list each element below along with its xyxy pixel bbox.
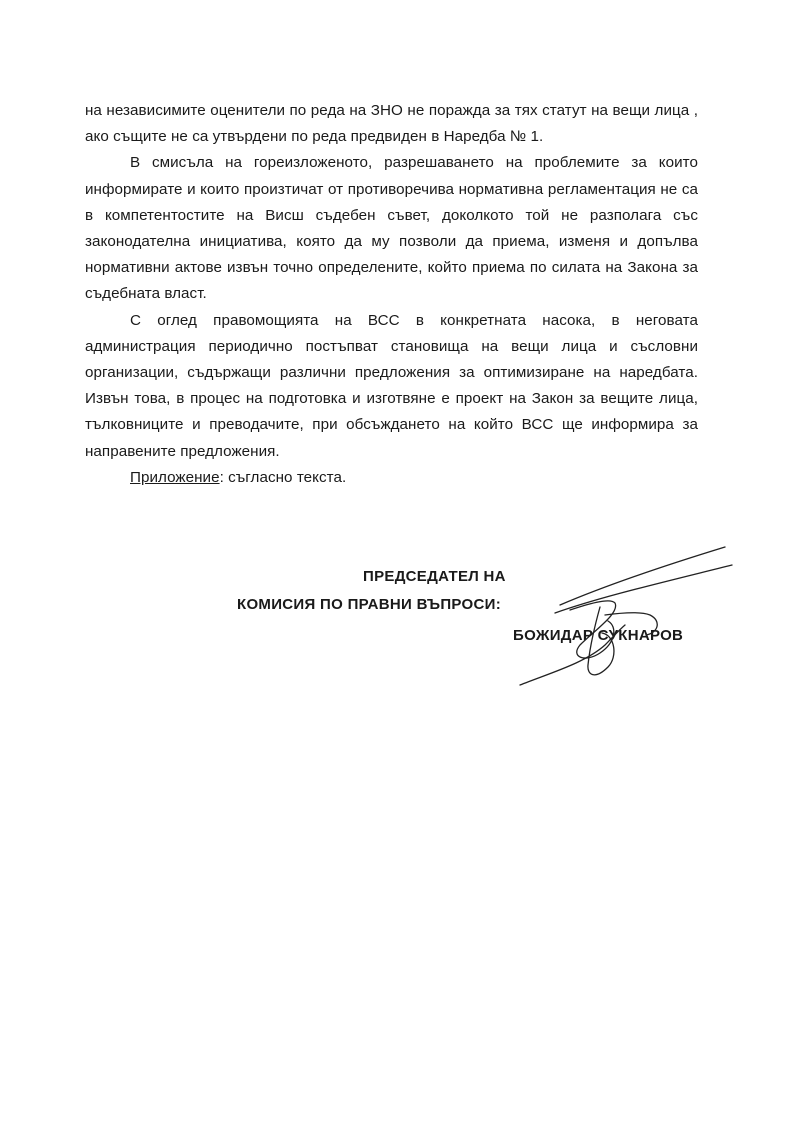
signature-stroke (555, 565, 732, 613)
signature-stroke (588, 607, 614, 675)
signature-stroke (560, 547, 725, 605)
paragraph-2: В смисъла на гореизложеното, разрешаването на проблемите за които информирате и които произтичат от противоречива нормативна регламентация не са в компетентостите на Висш съдебен съвет, доколкото той не разполага със законодателна инициатива, която да му позволи да приема, изменя и допълва нормативни актове извън точно определените, който приема по силата на Закона за съдебната власт. (85, 154, 698, 303)
paragraph-1: на независимите оценители по реда на ЗНО не поражда за тях статут на вещи лица , ако същите не са утвърдени по реда предвиден в Наредба № 1. (85, 102, 698, 146)
signature-stroke (520, 625, 625, 685)
signatory-name: БОЖИДАР СУКНАРОВ (513, 627, 684, 644)
annex-line (85, 465, 698, 491)
signature-title-line-1: ПРЕДСЕДАТЕЛ НА (363, 568, 506, 585)
signature-stroke (605, 613, 657, 635)
annex-text: : съгласно текста. (219, 468, 347, 486)
signature-title-line-2: КОМИСИЯ ПО ПРАВНИ ВЪПРОСИ: (237, 596, 501, 613)
letter-body (85, 98, 698, 491)
annex-label: Приложение (130, 468, 220, 486)
handwritten-signature (500, 535, 740, 695)
paragraph-3: С оглед правомощията на ВСС в конкретната насока, в неговата администрация периодично постъпват становища на вещи лица и съсловни организации, съдържащи различни предложения за оптимизиране на наредбата. Извън това, в процес на подготовка и изготвяне е проект на Закон за вещите лица, тълковниците и преводачите, при обсъждането на който ВСС ще информира за направените предложения. (85, 311, 698, 460)
signature-stroke (570, 601, 616, 658)
